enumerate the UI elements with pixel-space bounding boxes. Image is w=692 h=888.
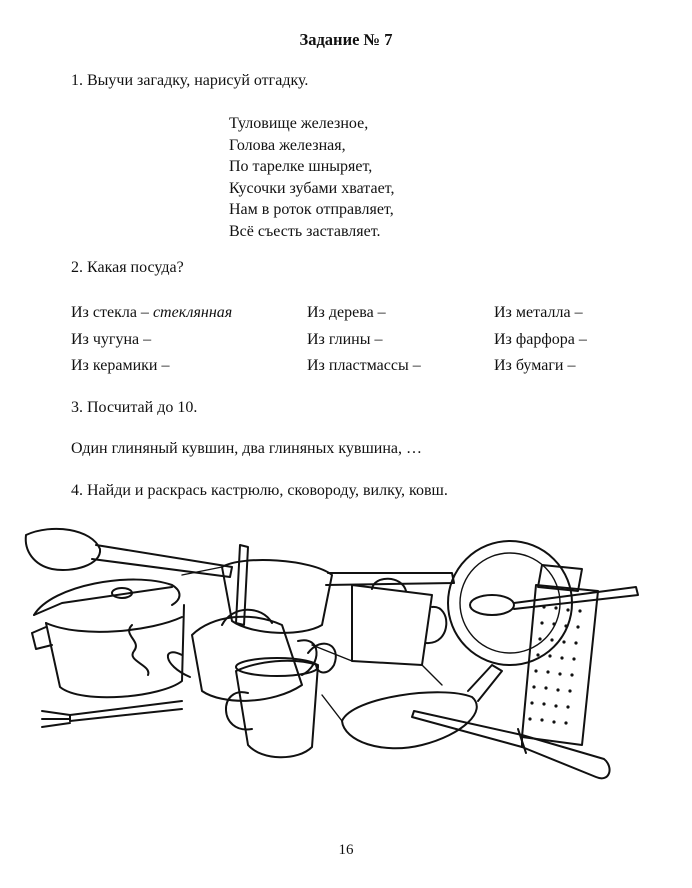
example-answer: стеклянная [152, 304, 233, 321]
saucepan-drawing [222, 545, 454, 633]
material-item: Из чугуна – [71, 331, 152, 348]
material-item: Из керамики – [71, 357, 170, 374]
grater-drawing [522, 565, 598, 745]
kitchenware-illustration [22, 515, 662, 805]
material-item: Из дерева – [307, 304, 386, 321]
task4-heading: 4. Найди и раскрась кастрюлю, сковороду, вилку, ковш. [71, 482, 448, 499]
poem-line: Кусочки зубами хватает, [229, 179, 395, 197]
jug-drawing [352, 579, 446, 665]
grater-holes [528, 605, 581, 724]
material-item: Из пластмассы – [307, 357, 421, 374]
example-prefix: Из стекла – [71, 304, 149, 321]
material-item: Из металла – [494, 304, 583, 321]
task3-text: Один глиняный кувшин, два глиняных кувшина, … [71, 440, 423, 457]
poem-line: Туловище железное, [229, 115, 369, 132]
task3-heading: 3. Посчитай до 10. [71, 399, 198, 416]
material-item: Из глины – [307, 331, 383, 348]
task1-heading: 1. Выучи загадку, нарисуй отгадку. [71, 72, 309, 89]
spoon-drawing [470, 587, 638, 615]
poem-line: Всё съесть заставляет. [229, 222, 381, 240]
poem-line: По тарелке шныряет, [229, 158, 373, 175]
fork-drawing [42, 701, 182, 727]
poem-line: Нам в роток отправляет, [229, 201, 394, 218]
ladle-drawing [26, 529, 232, 577]
task2-heading: 2. Какая посуда? [71, 259, 184, 276]
material-item: Из бумаги – [494, 357, 576, 374]
material-item-glass [71, 304, 232, 322]
page-number: 16 [338, 842, 354, 858]
plate-drawing [448, 541, 572, 665]
poem-line: Голова железная, [229, 136, 346, 154]
pot-drawing [32, 580, 184, 698]
material-item: Из фарфора – [494, 331, 587, 348]
kettle-drawing [168, 610, 317, 701]
riddle-poem [229, 113, 394, 242]
page-title: Задание № 7 [299, 30, 393, 49]
